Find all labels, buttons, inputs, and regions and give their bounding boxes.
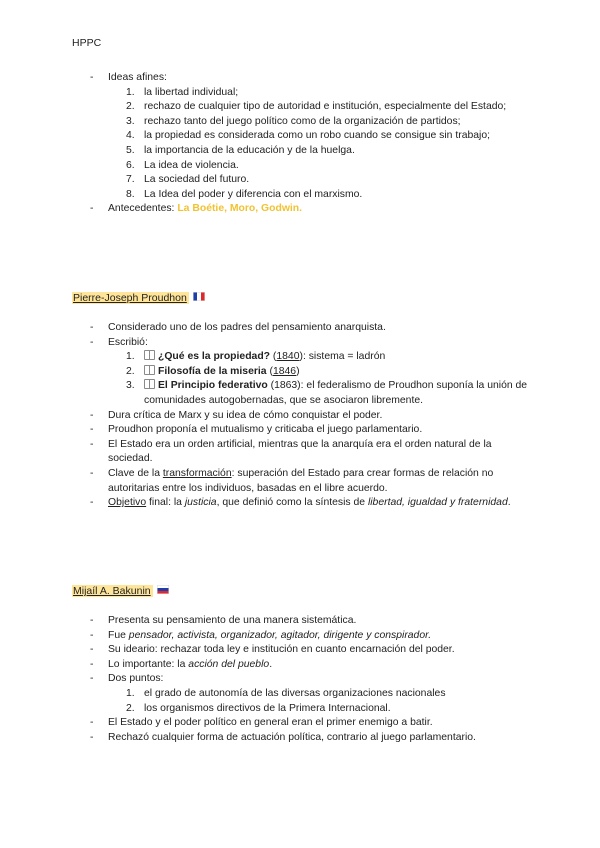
proudhon-section	[72, 321, 532, 511]
idea-item: 4. la propiedad es considerada como un robo cuando se consigue sin trabajo;	[126, 130, 491, 142]
bakunin-bullet: - Presenta su pensamiento de una manera sistemática.	[72, 614, 532, 629]
bakunin-bullet: - Su ideario: rechazar toda ley e institución en cuanto encarnación del poder.	[72, 643, 532, 658]
bakunin-bullet: - Fue pensador, activista, organizador, agitador, dirigente y conspirador.	[72, 629, 532, 644]
ideas-afines-item	[72, 71, 532, 202]
proudhon-escribio: - Escribió: 1. ¿Qué es la propiedad? (1840): sistema = ladrón 2. Filosofía de la miseria (1846) 3. El Principio federativo (1863): el federalismo de Proudhon suponía la unión de comunidades autogobernadas, que se asociaron libremente.	[72, 336, 532, 409]
proudhon-bullet: - Dura crítica de Marx y su idea de cómo conquistar el poder.	[72, 409, 532, 424]
bakunin-bullet: - Lo importante: la acción del pueblo.	[72, 658, 532, 673]
ideas-section	[72, 71, 532, 217]
idea-item: 5. la importancia de la educación y de la huelga.	[126, 144, 355, 156]
idea-item: 1. la libertad individual;	[126, 86, 239, 98]
proudhon-bullet: - El Estado era un orden artificial, mientras que la anarquía era el orden natural de la sociedad.	[72, 438, 532, 467]
ideas-label: Ideas afines:	[108, 72, 167, 83]
proudhon-bullet: - Clave de la transformación: superación del Estado para crear formas de relación no autoritarias entre los individuos, basadas en el libre acuerdo.	[72, 467, 532, 496]
proudhon-title-text: Pierre-Joseph Proudhon	[73, 292, 187, 304]
bakunin-title-text: Mijaíl A. Bakunin	[73, 585, 151, 597]
antecedentes-label: Antecedentes:	[108, 203, 175, 215]
book-icon	[144, 350, 155, 360]
bakunin-dos-puntos: - Dos puntos: 1. el grado de autonomía de las diversas organizaciones nacionales 2. los organismos directivos de la Primera Internacional.	[72, 672, 532, 716]
idea-item: 3. rechazo tanto del juego político como de la organización de partidos;	[126, 115, 461, 127]
bakunin-section	[72, 614, 532, 745]
idea-item: 6. La idea de violencia.	[126, 159, 239, 171]
book-icon	[144, 379, 155, 389]
france-flag-icon	[193, 292, 205, 304]
bakunin-bullet: - Rechazó cualquier forma de actuación política, contrario al juego parlamentario.	[72, 731, 532, 746]
proudhon-bullet: - Objetivo final: la justicia, que definió como la síntesis de libertad, igualdad y fraternidad.	[72, 496, 532, 511]
point-item: 2. los organismos directivos de la Primera Internacional.	[126, 702, 391, 714]
document-header: HPPC	[72, 37, 102, 49]
book-icon	[144, 365, 155, 375]
point-item: 1. el grado de autonomía de las diversas organizaciones nacionales	[126, 687, 446, 699]
antecedentes-value: La Boétie, Moro, Godwin.	[177, 203, 303, 215]
work-item: 2. Filosofía de la miseria (1846)	[126, 365, 300, 377]
antecedentes-item	[72, 202, 532, 217]
objetivo-link: Objetivo	[108, 497, 147, 509]
idea-item: 2. rechazo de cualquier tipo de autoridad e institución, especialmente del Estado;	[126, 101, 507, 113]
transformacion-link: transformación	[162, 467, 232, 479]
idea-item: 8. La Idea del poder y diferencia con el marxismo.	[126, 188, 363, 200]
bakunin-bullet: - El Estado y el poder político en general eran el primer enemigo a batir.	[72, 716, 532, 731]
idea-item: 7. La sociedad del futuro.	[126, 174, 250, 186]
work-item: 1. ¿Qué es la propiedad? (1840): sistema = ladrón	[126, 351, 386, 363]
proudhon-bullet: - Proudhon proponía el mutualismo y criticaba el juego parlamentario.	[72, 423, 532, 438]
work-item: 3. El Principio federativo (1863): el federalismo de Proudhon suponía la unión de comunidades autogobernadas, que se asociaron libremente.	[126, 380, 528, 406]
proudhon-title	[72, 292, 205, 304]
russia-flag-icon	[157, 585, 169, 597]
proudhon-bullet: - Considerado uno de los padres del pensamiento anarquista.	[72, 321, 532, 336]
bakunin-title	[72, 585, 169, 597]
